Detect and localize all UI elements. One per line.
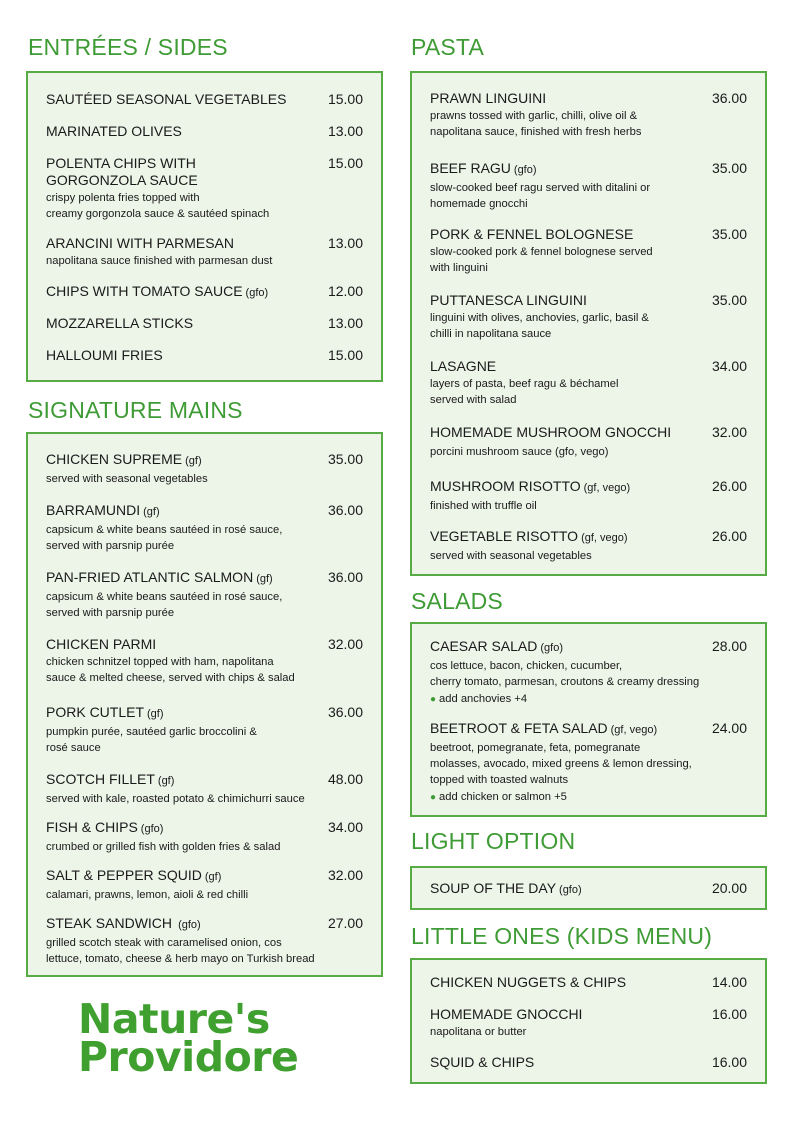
section-title-mains: SIGNATURE MAINS <box>28 397 243 423</box>
menu-item: MOZZARELLA STICKS 13.00 <box>46 315 363 331</box>
addon-option: ● add chicken or salmon +5 <box>430 791 567 803</box>
menu-item: SALT & PEPPER SQUID (gf) 32.00 calamari, prawns, lemon, aioli & red chilli <box>46 867 363 901</box>
light-box <box>410 866 767 910</box>
addon-option: ● add anchovies +4 <box>430 693 528 705</box>
menu-item: CAESAR SALAD (gfo) 28.00 cos lettuce, bacon, chicken, cucumber, cherry tomato, parmesan, croutons & creamy dressing ● add anchovies +4 <box>430 638 747 708</box>
menu-item: PORK CUTLET (gf) 36.00 pumpkin purée, sautéed garlic broccolini & rosé sauce <box>46 704 363 754</box>
menu-item: SQUID & CHIPS 16.00 <box>430 1054 747 1070</box>
menu-item: PAN-FRIED ATLANTIC SALMON (gf) 36.00 capsicum & white beans sautéed in rosé sauce, served with parsnip purée <box>46 569 363 619</box>
menu-item: HOMEMADE MUSHROOM GNOCCHI 32.00 porcini mushroom sauce (gfo, vego) <box>430 424 747 458</box>
menu-item: STEAK SANDWICH (gfo) 27.00 grilled scotch steak with caramelised onion, cos lettuce, tomato, cheese & herb mayo on Turkish bread <box>46 915 363 965</box>
menu-item: BEETROOT & FETA SALAD (gf, vego) 24.00 beetroot, pomegranate, feta, pomegranate molasses, avocado, mixed greens & lemon dressing, topped with toasted walnuts ● add chicken or salmon +5 <box>430 720 747 806</box>
kids-box <box>410 958 767 1084</box>
menu-item: SAUTÉED SEASONAL VEGETABLES 15.00 <box>46 91 363 107</box>
entrees-box <box>26 71 383 382</box>
menu-item: POLENTA CHIPS WITH GORGONZOLA SAUCE 15.00 crispy polenta fries topped with creamy gorgonzola sauce & sautéed spinach <box>46 155 363 220</box>
menu-item: MARINATED OLIVES 13.00 <box>46 123 363 139</box>
menu-item: CHIPS WITH TOMATO SAUCE (gfo) 12.00 <box>46 283 363 299</box>
section-title-kids: LITTLE ONES (KIDS MENU) <box>411 923 713 949</box>
mains-box <box>26 432 383 977</box>
menu-item: BEEF RAGU (gfo) 35.00 slow-cooked beef ragu served with ditalini or homemade gnocchi <box>430 160 747 210</box>
menu-item: CHICKEN SUPREME (gf) 35.00 served with seasonal vegetables <box>46 451 363 485</box>
menu-item: CHICKEN PARMI 32.00 chicken schnitzel topped with ham, napolitana sauce & melted cheese, served with chips & salad <box>46 636 363 684</box>
menu-item: FISH & CHIPS (gfo) 34.00 crumbed or grilled fish with golden fries & salad <box>46 819 363 853</box>
menu-item: CHICKEN NUGGETS & CHIPS 14.00 <box>430 974 747 990</box>
menu-item: PRAWN LINGUINI 36.00 prawns tossed with garlic, chilli, olive oil & napolitana sauce, finished with fresh herbs <box>430 90 747 138</box>
menu-item: ARANCINI WITH PARMESAN 13.00 napolitana sauce finished with parmesan dust <box>46 235 363 267</box>
menu-item: HOMEMADE GNOCCHI 16.00 napolitana or butter <box>430 1006 747 1038</box>
menu-item: VEGETABLE RISOTTO (gf, vego) 26.00 served with seasonal vegetables <box>430 528 747 562</box>
section-title-light: LIGHT OPTION <box>411 828 576 854</box>
section-title-pasta: PASTA <box>411 34 484 60</box>
salads-box <box>410 622 767 817</box>
section-title-salads: SALADS <box>411 588 503 614</box>
menu-item: SCOTCH FILLET (gf) 48.00 served with kale, roasted potato & chimichurri sauce <box>46 771 363 805</box>
menu-item: MUSHROOM RISOTTO (gf, vego) 26.00 finished with truffle oil <box>430 478 747 512</box>
brand-logo: Nature's Providore <box>78 995 299 1081</box>
bullet-icon: ● <box>430 694 437 705</box>
pasta-box <box>410 71 767 576</box>
bullet-icon: ● <box>430 792 437 803</box>
section-title-entrees: ENTRÉES / SIDES <box>28 34 228 60</box>
menu-item: LASAGNE 34.00 layers of pasta, beef ragu & béchamel served with salad <box>430 358 747 406</box>
menu-item: PORK & FENNEL BOLOGNESE 35.00 slow-cooked pork & fennel bolognese served with linguini <box>430 226 747 274</box>
menu-item: BARRAMUNDI (gf) 36.00 capsicum & white beans sautéed in rosé sauce, served with parsnip purée <box>46 502 363 552</box>
menu-item: PUTTANESCA LINGUINI 35.00 linguini with olives, anchovies, garlic, basil & chilli in napolitana sauce <box>430 292 747 340</box>
menu-item: HALLOUMI FRIES 15.00 <box>46 347 363 363</box>
menu-item: SOUP OF THE DAY (gfo) 20.00 <box>430 880 747 896</box>
